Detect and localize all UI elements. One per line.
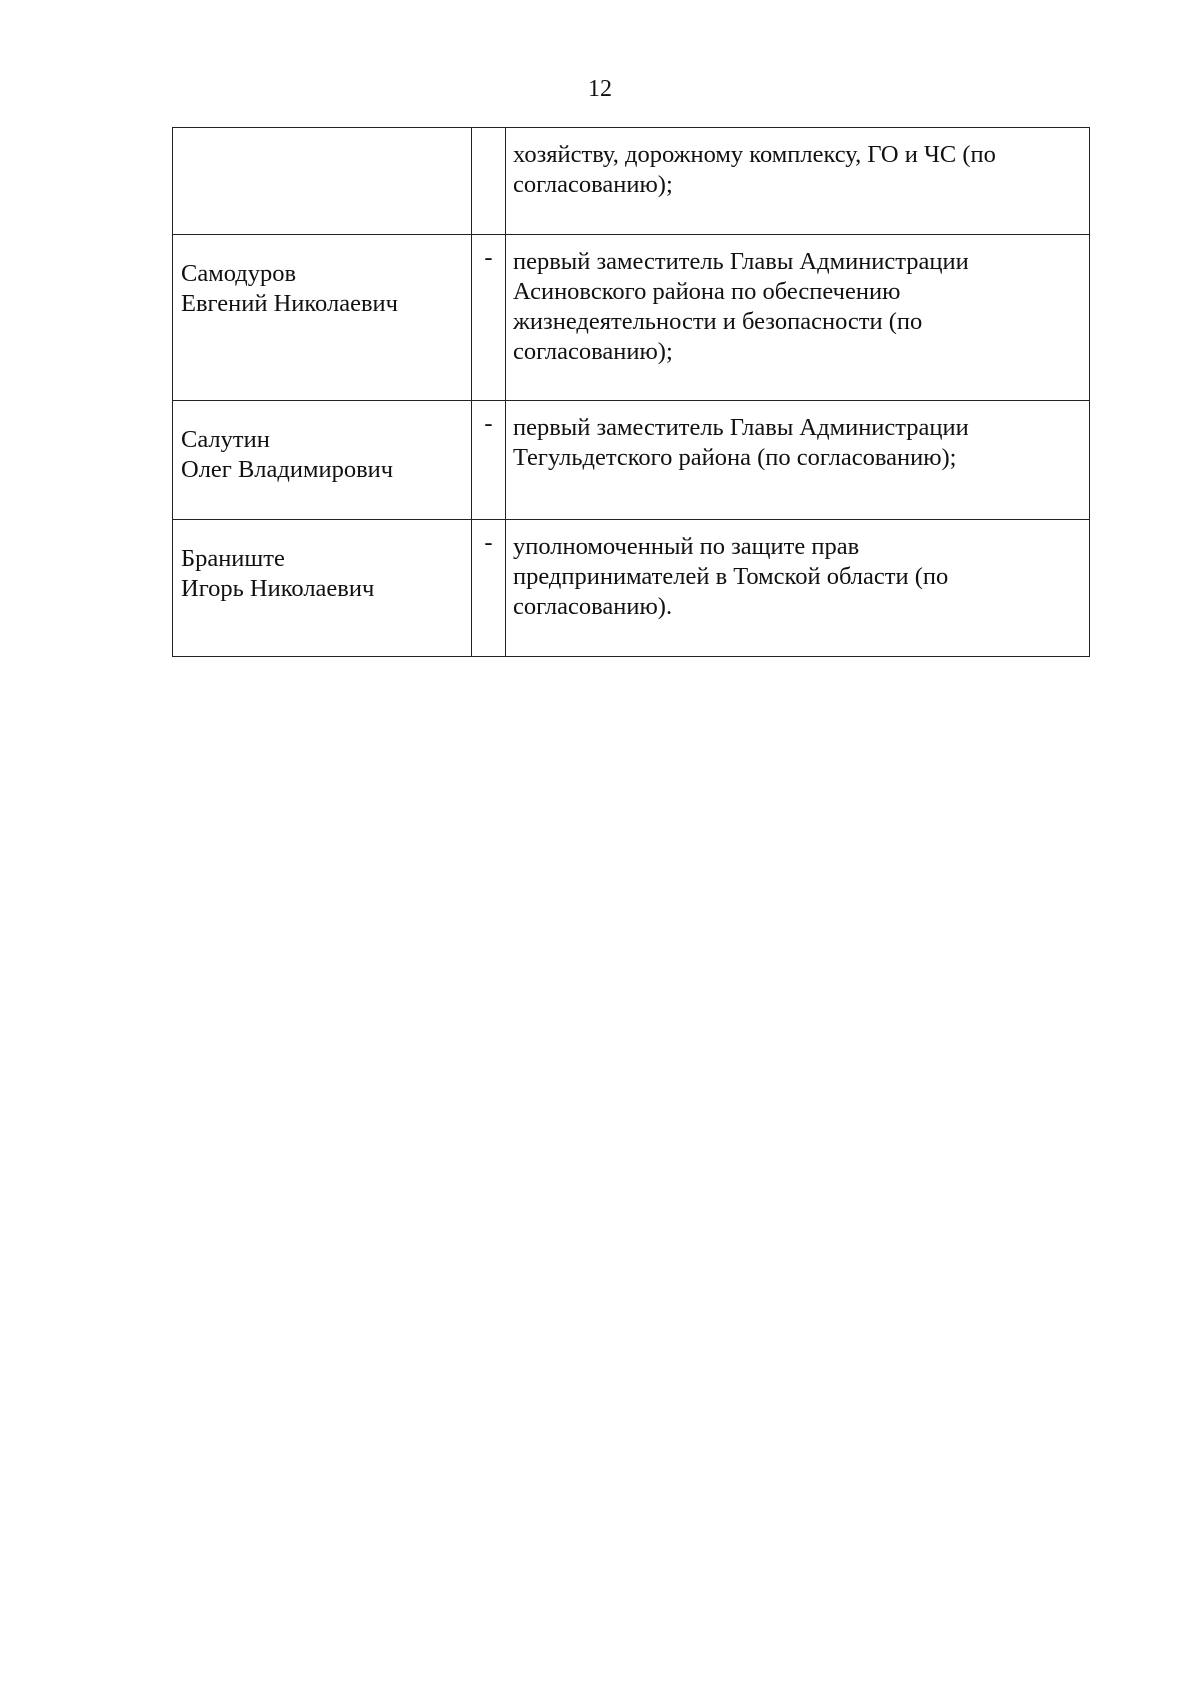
member-surname: Салутин: [181, 426, 270, 453]
member-position-cell: [506, 128, 1090, 235]
member-position-cell: [506, 520, 1090, 657]
dash-cell: -: [472, 401, 506, 520]
position-line: предпринимателей в Томской области (по: [513, 563, 949, 590]
table-row: [173, 520, 1090, 657]
table-row: [173, 235, 1090, 401]
position-line: согласованию);: [513, 338, 673, 365]
member-surname: Самодуров: [181, 260, 297, 287]
member-name-cell: [173, 235, 472, 401]
member-given-names: Евгений Николаевич: [181, 290, 398, 317]
position-line: Тегульдетского района (по согласованию);: [513, 444, 957, 471]
page-number: 12: [588, 76, 612, 102]
position-line: хозяйству, дорожному комплексу, ГО и ЧС (по: [513, 141, 996, 168]
position-line: согласованию);: [513, 171, 673, 198]
member-position-cell: [506, 401, 1090, 520]
member-name-cell: [173, 520, 472, 657]
members-table: [172, 127, 1090, 657]
position-line: первый заместитель Главы Администрации: [513, 248, 969, 275]
member-surname: Браниште: [181, 545, 285, 572]
table-row: [173, 128, 1090, 235]
position-line: уполномоченный по защите прав: [513, 533, 860, 560]
position-line: жизнедеятельности и безопасности (по: [513, 308, 923, 335]
position-line: согласованию).: [513, 593, 673, 620]
dash-cell: [472, 128, 506, 235]
position-line: первый заместитель Главы Администрации: [513, 414, 969, 441]
member-given-names: Олег Владимирович: [181, 456, 394, 483]
member-position-cell: [506, 235, 1090, 401]
dash-cell: -: [472, 520, 506, 657]
position-line: Асиновского района по обеспечению: [513, 278, 901, 305]
member-name-cell: [173, 401, 472, 520]
dash-cell: -: [472, 235, 506, 401]
table-row: [173, 401, 1090, 520]
member-given-names: Игорь Николаевич: [181, 575, 375, 602]
member-name-cell: [173, 128, 472, 235]
